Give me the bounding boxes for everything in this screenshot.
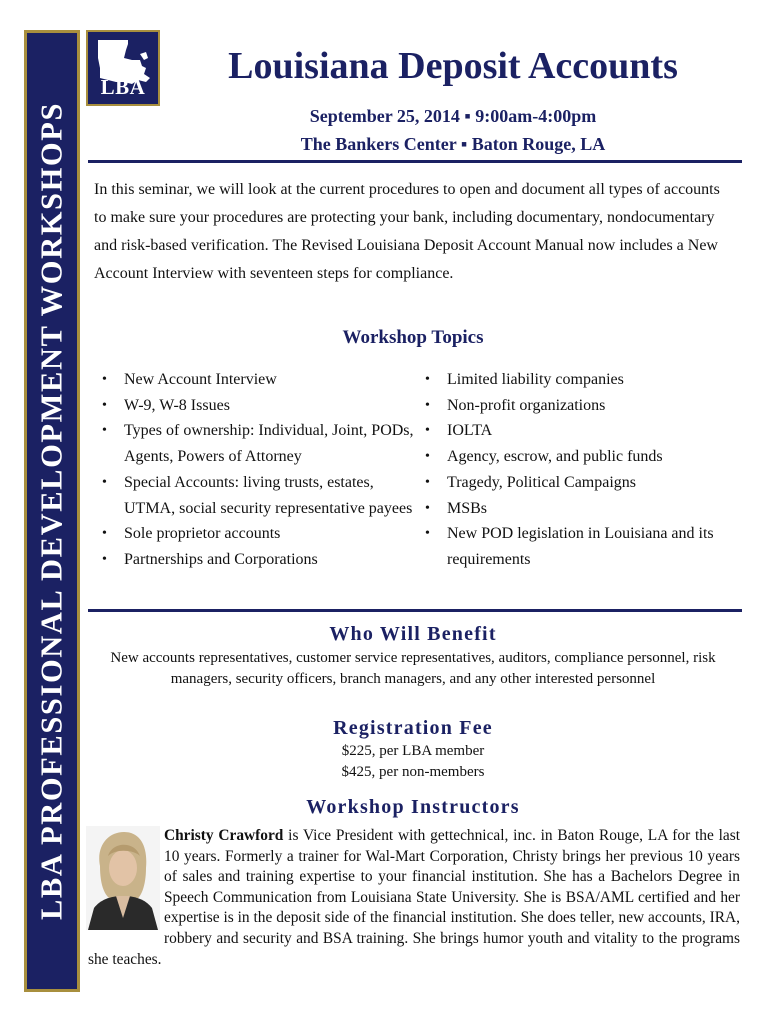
sidebar-banner-text: LBA PROFESSIONAL DEVELOPMENT WORKSHOPS <box>34 101 69 921</box>
registration-fee-heading: Registration Fee <box>333 717 493 739</box>
list-item: • New POD legislation in Louisiana and its requirements <box>447 521 747 572</box>
list-item: • New Account Interview <box>124 367 414 393</box>
list-item: • Partnerships and Corporations <box>124 547 414 573</box>
topics-list-left <box>124 367 414 573</box>
location-line: The Bankers Center ▪ Baton Rouge, LA <box>300 134 606 154</box>
list-item: • Sole proprietor accounts <box>124 521 414 547</box>
page-title: Louisiana Deposit Accounts <box>228 45 678 87</box>
instructor-bio-text: is Vice President with gettechnical, inc. in Baton Rouge, LA for the last 10 years. Formerly a trainer for Wal-Mart Corporation, Christy brings her previous 10 years of sales and training expertise to your financial institution. She has a Bachelors Degree in Speech Communication from Louisiana State University. She is BSA/AML certified and her expertise is in the deposit side of the financial institution. She does teller, new accounts, IRA, robbery and security and BSA training. She brings humor youth and vitality to the programs she teaches. <box>88 827 741 968</box>
instructor-name: Christy Crawford <box>164 827 284 844</box>
intro-paragraph: In this seminar, we will look at the current procedures to open and document all types of accounts to make sure your procedures are protecting your bank, including documentary, nondocumentary and risk-based verification. The Revised Louisiana Deposit Account Manual now includes a New Account Interview with seventeen steps for compliance. <box>94 181 720 282</box>
list-item: • Special Accounts: living trusts, estates, UTMA, social security representative payees <box>124 470 414 521</box>
sidebar-banner <box>24 30 80 992</box>
who-will-benefit-heading: Who Will Benefit <box>329 623 497 645</box>
list-item: • IOLTA <box>447 418 747 444</box>
list-item: • Tragedy, Political Campaigns <box>447 470 747 496</box>
list-item: • Non-profit organizations <box>447 393 747 419</box>
list-item: • Types of ownership: Individual, Joint, PODs, Agents, Powers of Attorney <box>124 418 414 469</box>
who-will-benefit-text: New accounts representatives, customer service representatives, auditors, compliance personnel, risk managers, security officers, branch managers, and any other interested personnel <box>110 650 716 687</box>
divider-top <box>88 160 742 163</box>
non-member-fee: $425, per non-members <box>341 764 485 780</box>
divider-middle <box>88 609 742 612</box>
member-fee: $225, per LBA member <box>341 743 485 759</box>
list-item: • Agency, escrow, and public funds <box>447 444 747 470</box>
date-time-line: September 25, 2014 ▪ 9:00am-4:00pm <box>309 106 597 126</box>
workshop-instructors-heading: Workshop Instructors <box>306 796 520 818</box>
logo-text: LBA <box>100 75 146 99</box>
instructor-portrait-icon <box>86 826 160 930</box>
instructor-photo <box>86 826 160 930</box>
list-item: • MSBs <box>447 496 747 522</box>
workshop-topics-heading: Workshop Topics <box>342 327 484 348</box>
instructor-bio <box>88 826 740 970</box>
list-item: • W-9, W-8 Issues <box>124 393 414 419</box>
lba-logo <box>86 30 160 106</box>
list-item: • Limited liability companies <box>447 367 747 393</box>
topics-list-right <box>447 367 747 573</box>
